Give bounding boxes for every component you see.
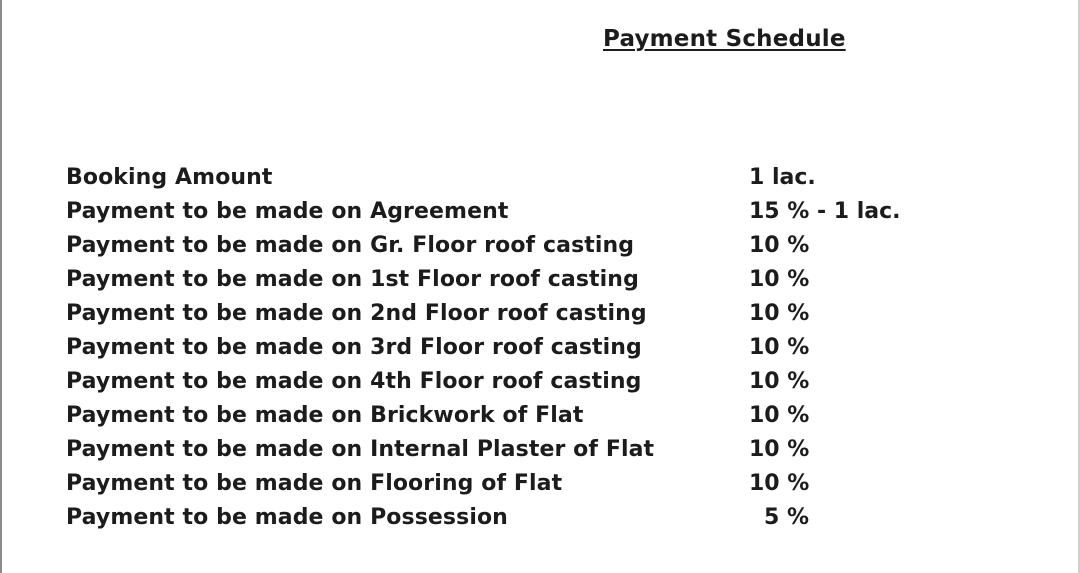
row-label: Payment to be made on Possession — [66, 505, 508, 530]
schedule-row — [66, 231, 966, 265]
row-label: Payment to be made on Agreement — [66, 199, 509, 224]
row-value: 5 % — [764, 505, 810, 530]
row-label: Booking Amount — [66, 165, 273, 190]
row-value: 10 % — [749, 267, 810, 292]
schedule-row — [66, 333, 966, 367]
schedule-row — [66, 367, 966, 401]
row-value: 1 lac. — [749, 165, 816, 190]
row-label: Payment to be made on 1st Floor roof casting — [66, 267, 639, 292]
row-value: 15 % - 1 lac. — [749, 199, 901, 224]
schedule-row — [66, 265, 966, 299]
row-value: 10 % — [749, 233, 810, 258]
row-label: Payment to be made on Internal Plaster of Flat — [66, 437, 655, 462]
row-label: Payment to be made on Gr. Floor roof casting — [66, 233, 635, 258]
row-value: 10 % — [749, 335, 810, 360]
row-value: 10 % — [749, 369, 810, 394]
row-value: 10 % — [749, 301, 810, 326]
page-title: Payment Schedule — [603, 26, 846, 52]
schedule-row — [66, 197, 966, 231]
schedule-row — [66, 401, 966, 435]
schedule-row — [66, 503, 966, 537]
row-label: Payment to be made on Flooring of Flat — [66, 471, 563, 496]
payment-schedule-list — [66, 163, 966, 537]
row-value: 10 % — [749, 403, 810, 428]
schedule-row — [66, 163, 966, 197]
row-value: 10 % — [749, 437, 810, 462]
schedule-row — [66, 435, 966, 469]
schedule-row — [66, 469, 966, 503]
row-label: Payment to be made on 4th Floor roof casting — [66, 369, 642, 394]
row-label: Payment to be made on Brickwork of Flat — [66, 403, 584, 428]
schedule-row — [66, 299, 966, 333]
row-label: Payment to be made on 3rd Floor roof casting — [66, 335, 642, 360]
page-border-left — [0, 0, 2, 573]
row-label: Payment to be made on 2nd Floor roof casting — [66, 301, 647, 326]
row-value: 10 % — [749, 471, 810, 496]
